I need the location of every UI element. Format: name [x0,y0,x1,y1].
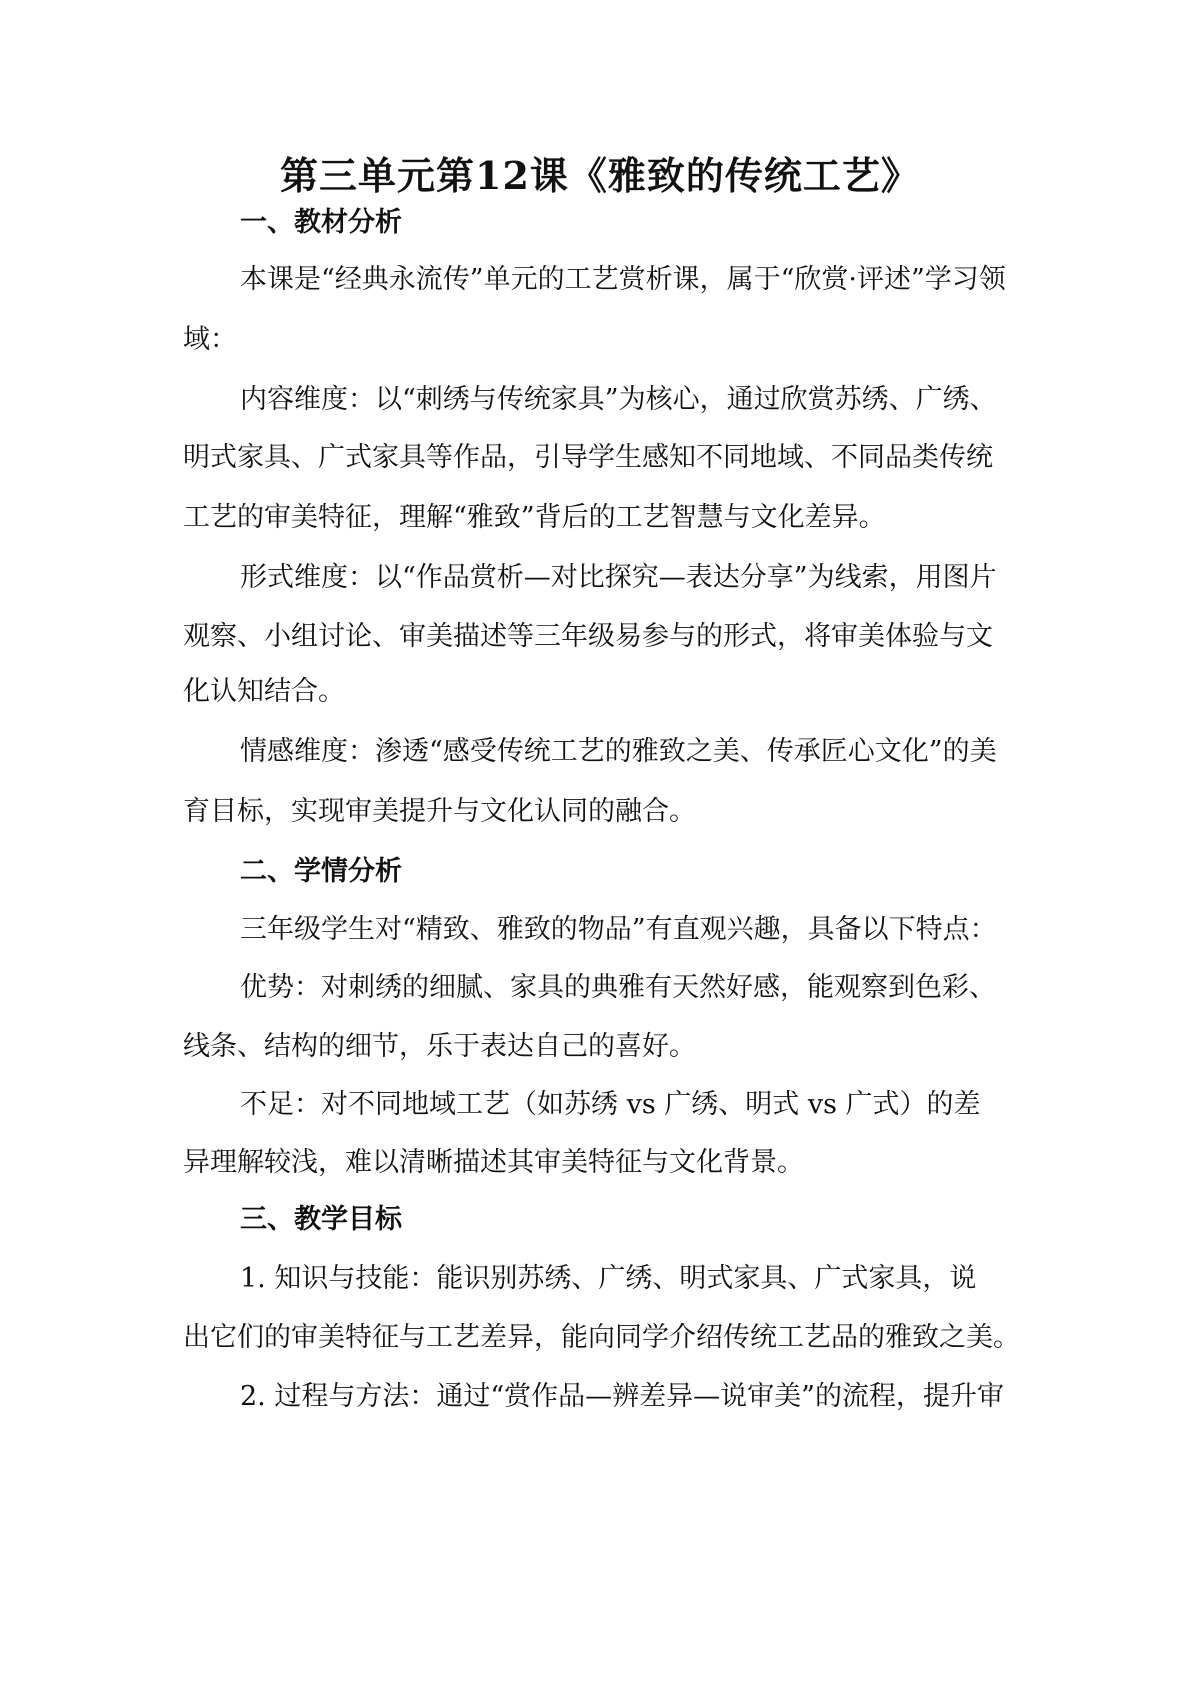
paragraph-line: 域： [183,324,237,355]
paragraph-line: 三年级学生对“精致、雅致的物品”有直观兴趣，具备以下特点： [240,914,997,945]
paragraph-line: 线条、结构的细节，乐于表达自己的喜好。 [183,1031,696,1062]
section-heading-2: 二、学情分析 [240,856,402,887]
paragraph-line: 2. 过程与方法：通过“赏作品—辨差异—说审美”的流程，提升审 [240,1381,1004,1412]
paragraph-line: 本课是“经典永流传”单元的工艺赏析课，属于“欣赏·评述”学习领 [240,264,1006,295]
paragraph-line: 优势：对刺绣的细腻、家具的典雅有天然好感，能观察到色彩、 [240,972,996,1003]
section-heading-3: 三、教学目标 [240,1204,402,1235]
paragraph-line: 出它们的审美特征与工艺差异，能向同学介绍传统工艺品的雅致之美。 [183,1322,1020,1353]
section-heading-1: 一、教材分析 [240,207,402,238]
paragraph-line: 化认知结合。 [183,676,345,707]
paragraph-line: 不足：对不同地域工艺（如苏绣 vs 广绣、明式 vs 广式）的差 [240,1089,981,1120]
page-title: 第三单元第12课《雅致的传统工艺》 [280,153,920,198]
paragraph-line: 情感维度：渗透“感受传统工艺的雅致之美、传承匠心文化”的美 [240,736,997,767]
paragraph-line: 观察、小组讨论、审美描述等三年级易参与的形式，将审美体验与文 [183,621,993,652]
paragraph-line: 育目标，实现审美提升与文化认同的融合。 [183,796,696,827]
paragraph-line: 工艺的审美特征，理解“雅致”背后的工艺智慧与文化差异。 [183,502,886,533]
paragraph-line: 形式维度：以“作品赏析—对比探究—表达分享”为线索，用图片 [240,562,997,593]
paragraph-line: 明式家具、广式家具等作品，引导学生感知不同地域、不同品类传统 [183,442,993,473]
paragraph-line: 内容维度：以“刺绣与传统家具”为核心，通过欣赏苏绣、广绣、 [240,384,997,415]
paragraph-line: 异理解较浅，难以清晰描述其审美特征与文化背景。 [183,1147,804,1178]
paragraph-line: 1. 知识与技能：能识别苏绣、广绣、明式家具、广式家具，说 [240,1263,977,1294]
